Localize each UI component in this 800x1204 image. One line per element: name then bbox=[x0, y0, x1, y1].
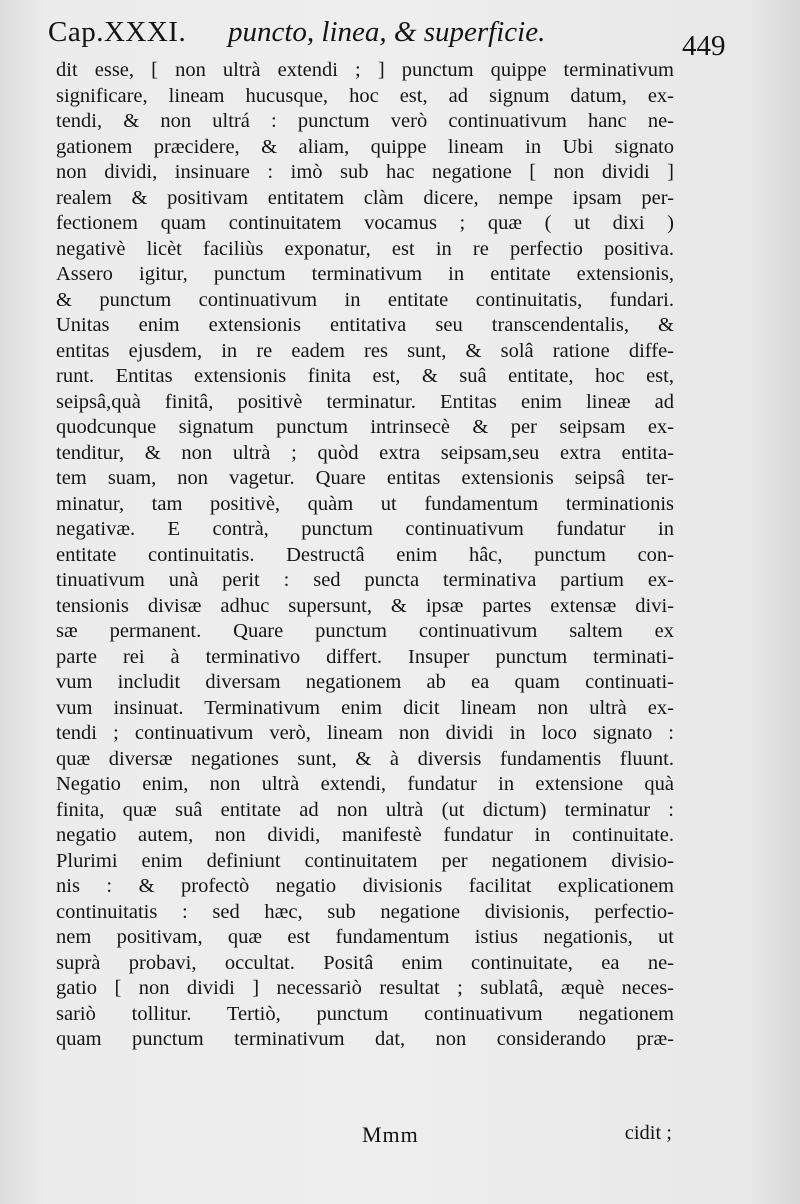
page-number: 449 bbox=[682, 30, 726, 62]
text-line: Assero igitur, punctum terminativum in entitate extensionis, bbox=[56, 263, 674, 285]
text-line: quodcunque signatum punctum intrinsecè & per seipsam ex- bbox=[56, 416, 674, 438]
signature-mark: Mmm bbox=[362, 1122, 419, 1147]
text-line: vum insinuat. Terminativum enim dicit lineam non ultrà ex- bbox=[56, 696, 674, 719]
text-line: entitas ejusdem, in re eadem res sunt, & solâ ratione diffe- bbox=[56, 339, 674, 362]
text-line: entitate continuitatis. Destructâ enim hâc, punctum con- bbox=[56, 543, 674, 566]
text-line: continuitatis : sed hæc, sub negatione divisionis, perfectio- bbox=[56, 900, 674, 923]
text-line: Plurimi enim definiunt continuitatem per negationem divisio- bbox=[56, 849, 674, 872]
body-text bbox=[56, 58, 674, 1053]
text-line: nis : & profectò negatio divisionis facilitat explicationem bbox=[56, 875, 674, 897]
text-line: gatio [ non dividi ] necessariò resultat ; sublatâ, æquè neces- bbox=[56, 977, 674, 999]
text-line: tendi, & non ultrá : punctum verò continuativum hanc ne- bbox=[56, 110, 674, 132]
text-line: Negatio enim, non ultrà extendi, fundatur in extensione quà bbox=[56, 773, 674, 795]
text-line: quæ diversæ negationes sunt, & à diversis fundamentis fluunt. bbox=[56, 747, 674, 770]
text-line: tinuativum unà perit : sed puncta terminativa partium ex- bbox=[56, 569, 674, 591]
text-line: parte rei à terminativo differt. Insuper punctum terminati- bbox=[56, 645, 674, 668]
text-line: runt. Entitas extensionis finita est, & suâ entitate, hoc est, bbox=[56, 365, 674, 387]
text-line: seipsâ,quà finitâ, positivè terminatur. Entitas enim lineæ ad bbox=[56, 390, 674, 413]
text-line: gationem præcidere, & aliam, quippe lineam in Ubi signato bbox=[56, 135, 674, 158]
text-line: nem positivam, quæ est fundamentum istius negationis, ut bbox=[56, 926, 674, 948]
text-line: dit esse, [ non ultrà extendi ; ] punctum quippe terminativum bbox=[56, 59, 674, 81]
text-line: negativæ. E contrà, punctum continuativum fundatur in bbox=[56, 518, 674, 540]
text-line: minatur, tam positivè, quàm ut fundamentum terminationis bbox=[56, 492, 674, 515]
text-line: sæ permanent. Quare punctum continuativum saltem ex bbox=[56, 620, 674, 642]
text-line: non dividi, insinuare : imò sub hac negatione [ non dividi ] bbox=[56, 161, 674, 183]
text-line: significare, lineam hucusque, hoc est, ad signum datum, ex- bbox=[56, 84, 674, 107]
catchword: cidit ; bbox=[624, 1122, 672, 1144]
text-line: & punctum continuativum in entitate continuitatis, fundari. bbox=[56, 288, 674, 311]
text-line: suprà probavi, occultat. Positâ enim continuitate, ea ne- bbox=[56, 951, 674, 974]
running-head bbox=[42, 16, 742, 60]
text-line: negatio autem, non dividi, manifestè fundatur in continuitate. bbox=[56, 824, 674, 846]
text-line: quam punctum terminativum dat, non considerando præ- bbox=[56, 1028, 674, 1050]
text-line: tem suam, non vagetur. Quare entitas extensionis seipsâ ter- bbox=[56, 467, 674, 489]
text-line: Unitas enim extensionis entitativa seu transcendentalis, & bbox=[56, 314, 674, 336]
text-line: sariò tollitur. Tertiò, punctum continuativum negationem bbox=[56, 1002, 674, 1025]
text-line: vum includit diversam negationem ab ea quam continuati- bbox=[56, 671, 674, 693]
page-footer bbox=[56, 1122, 674, 1152]
running-title: puncto, linea, & superficie. bbox=[228, 16, 546, 48]
chapter-heading: Cap.XXXI. bbox=[48, 16, 187, 48]
text-line: tenditur, & non ultrà ; quòd extra seipsam,seu extra entita- bbox=[56, 441, 674, 464]
text-line: tendi ; continuativum verò, lineam non dividi in loco signato : bbox=[56, 722, 674, 744]
text-line: fectionem quam continuitatem vocamus ; quæ ( ut dixi ) bbox=[56, 212, 674, 234]
text-line: tensionis divisæ adhuc supersunt, & ipsæ partes extensæ divi- bbox=[56, 594, 674, 617]
text-line: negativè licèt faciliùs exponatur, est in re perfectio positiva. bbox=[56, 237, 674, 260]
text-line: finita, quæ suâ entitate ad non ultrà (ut dictum) terminatur : bbox=[56, 798, 674, 821]
text-line: realem & positivam entitatem clàm dicere, nempe ipsam per- bbox=[56, 186, 674, 209]
